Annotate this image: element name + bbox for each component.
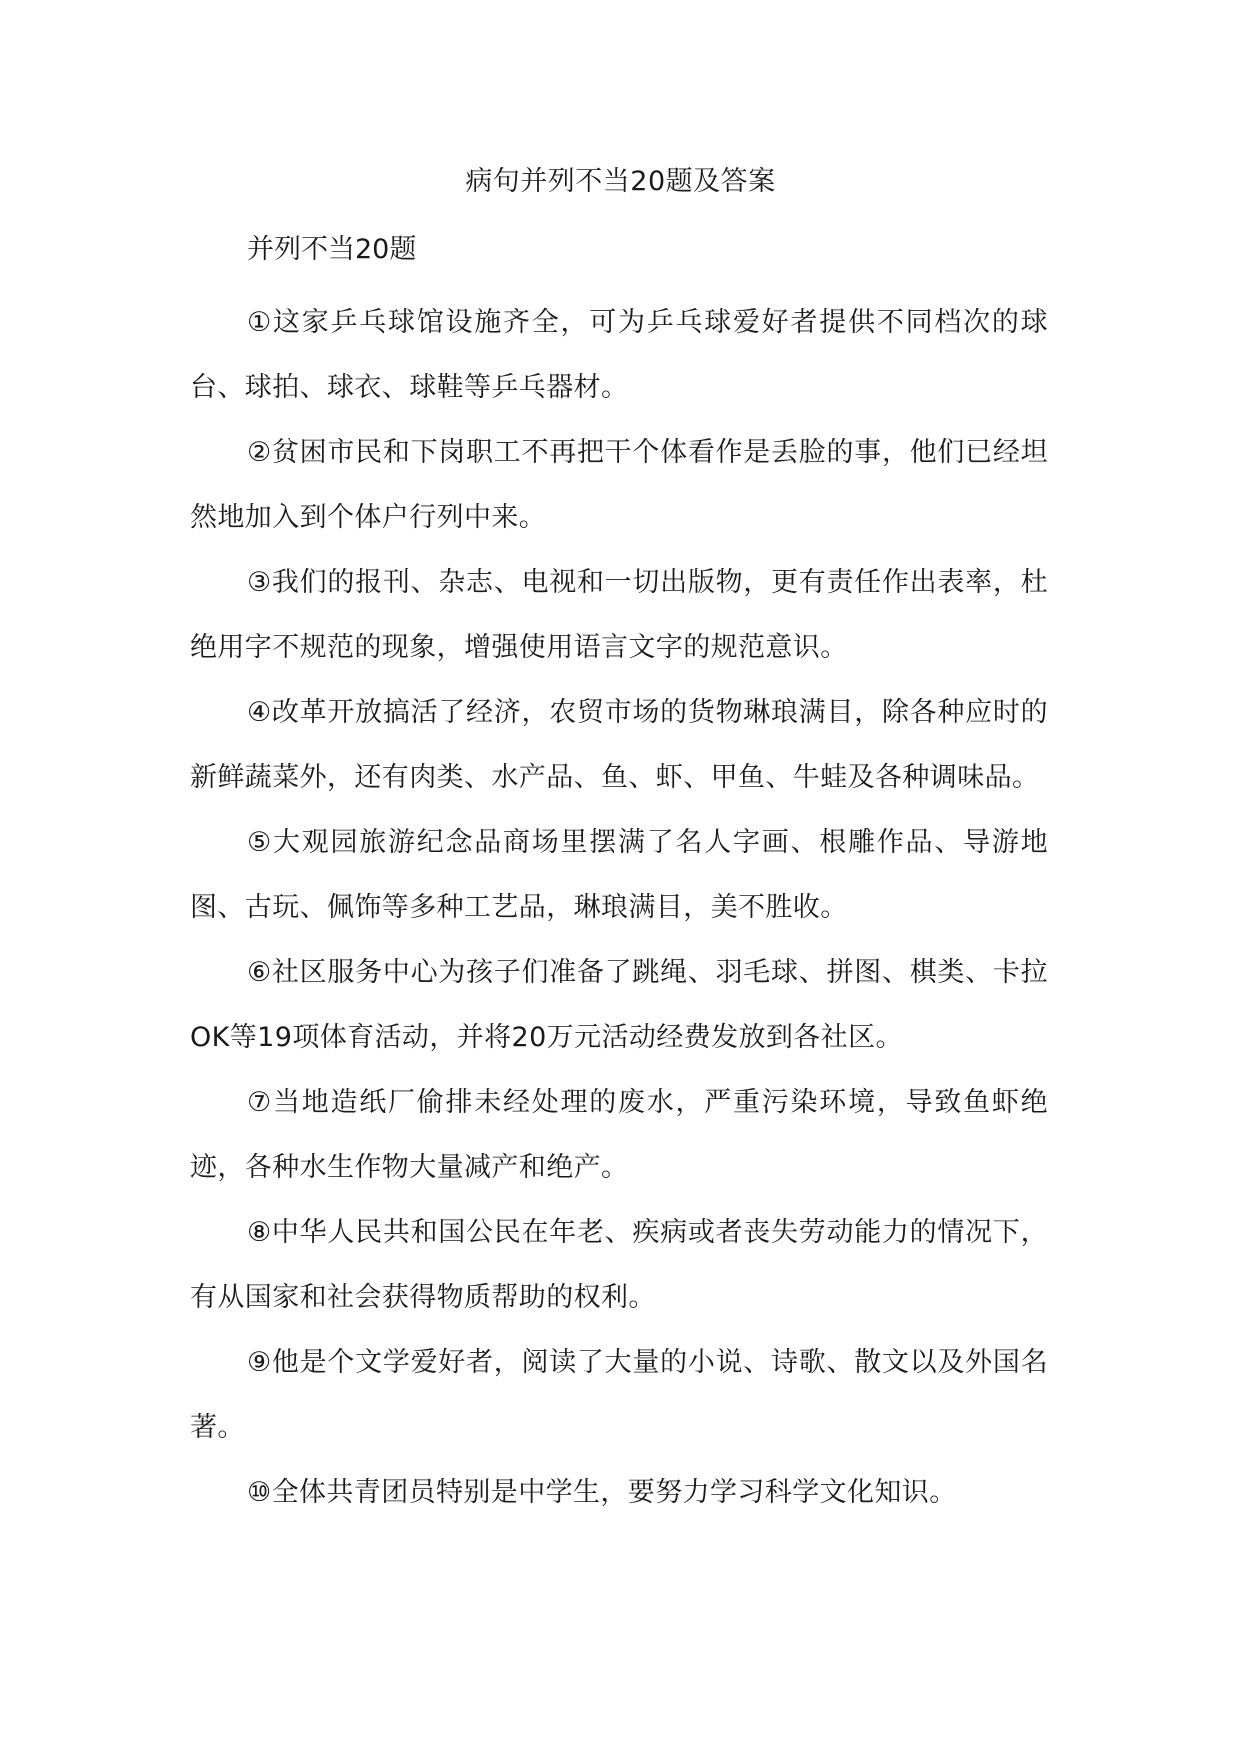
- question-list: [190, 290, 1048, 1525]
- question-10: ⑩全体共青团员特别是中学生，要努力学习科学文化知识。: [247, 1477, 957, 1508]
- page-title: 病句并列不当20题及答案: [465, 166, 776, 197]
- question-1: ①这家乒乓球馆设施齐全，可为乒乓球爱好者提供不同档次的球台、球拍、球衣、球鞋等乒乓器材。: [190, 307, 1048, 403]
- question-6: ⑥社区服务中心为孩子们准备了跳绳、羽毛球、拼图、棋类、卡拉OK等19项体育活动，并将20万元活动经费发放到各社区。: [190, 957, 1048, 1053]
- question-3: ③我们的报刊、杂志、电视和一切出版物，更有责任作出表率，杜绝用字不规范的现象，增强使用语言文字的规范意识。: [190, 567, 1048, 663]
- question-9: ⑨他是个文学爱好者，阅读了大量的小说、诗歌、散文以及外国名著。: [190, 1347, 1048, 1443]
- question-7: ⑦当地造纸厂偷排未经处理的废水，严重污染环境，导致鱼虾绝迹，各种水生作物大量减产和绝产。: [190, 1087, 1048, 1183]
- question-8: ⑧中华人民共和国公民在年老、疾病或者丧失劳动能力的情况下，有从国家和社会获得物质帮助的权利。: [190, 1217, 1048, 1313]
- question-4: ④改革开放搞活了经济，农贸市场的货物琳琅满目，除各种应时的新鲜蔬菜外，还有肉类、水产品、鱼、虾、甲鱼、牛蛙及各种调味品。: [190, 697, 1048, 793]
- question-5: ⑤大观园旅游纪念品商场里摆满了名人字画、根雕作品、导游地图、古玩、佩饰等多种工艺品，琳琅满目，美不胜收。: [190, 827, 1048, 923]
- question-2: ②贫困市民和下岗职工不再把干个体看作是丢脸的事，他们已经坦然地加入到个体户行列中来。: [190, 437, 1048, 533]
- section-heading: 并列不当20题: [247, 234, 417, 265]
